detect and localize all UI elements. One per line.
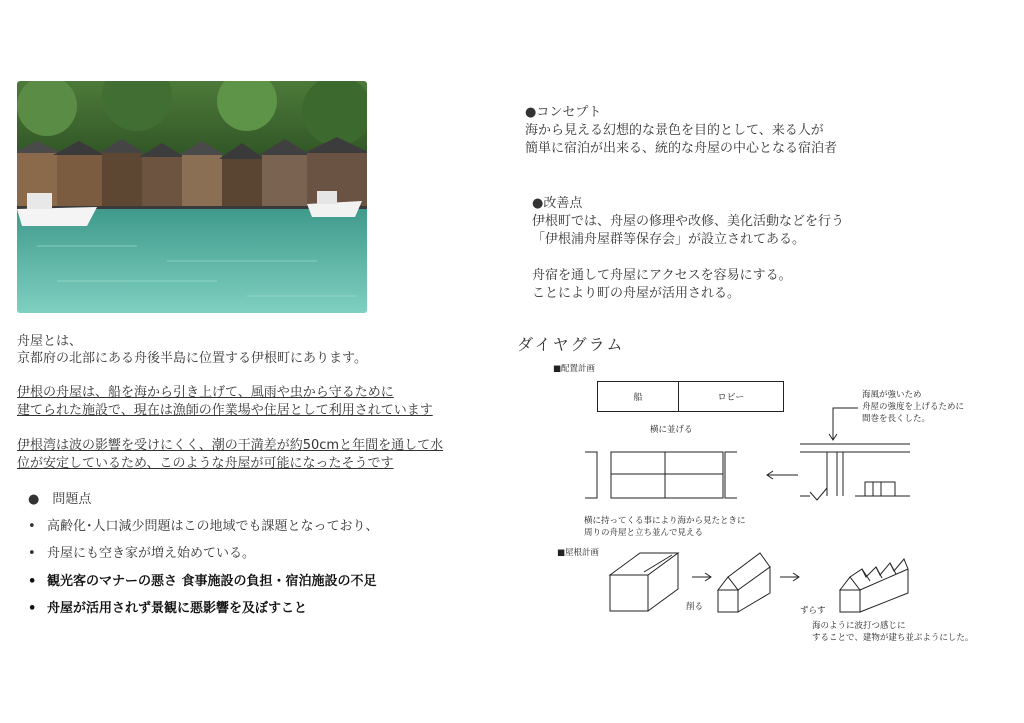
problem-item: 舟屋が活用されず景観に悪影響を及ぼすこと [47,601,308,616]
layout-note-1: 横に持ってくる事により海から見たときに [584,516,746,526]
lobby-box-label: ロビー [717,393,745,403]
layout-note-2: 周りの舟屋と立ち並んで見える [584,528,704,538]
bullet-dot: • [28,574,37,589]
layout-plan-heading: ■配置計画 [553,364,596,374]
improve-line-2: 「伊根浦舟屋群等保存会」が設立されてある。 [532,232,806,247]
para1-line-1: 伊根の舟屋は、船を海から引き上げて、風雨や虫から守るために [17,385,394,400]
roof-note-2: することで、建物が建ち並ぶようにした。 [812,633,974,643]
intro-line-2: 京都府の北部にある舟後半島に位置する伊根町にあります。 [17,351,367,366]
diagram-title: ダイヤグラム [517,335,625,354]
yoko-label: 横に並げる [650,425,693,435]
para2-line-2: 位が安定しているため、このような舟屋が可能になったそうです [17,456,394,471]
problem-item: 観光客のマナーの悪さ 食事施設の負担・宿泊施設の不足 [47,574,377,589]
concept-line-2: 簡単に宿泊が出来る、統的な舟屋の中心となる宿泊者 [525,141,838,156]
para2-line-1: 伊根湾は波の影響を受けにくく、潮の干満差が約50cmと年間を通して水 [17,438,444,453]
improve-line-4: 舟宿を通して舟屋にアクセスを容易にする。 [532,268,792,283]
improve-heading: ●改善点 [532,196,583,211]
intro-line-1: 舟屋とは、 [17,334,83,349]
wind-note-2: 舟屋の強度を上げるために [862,402,965,412]
roof-plan-heading: ■屋根計画 [557,548,600,558]
bullet-dot: • [28,519,36,534]
concept-line-1: 海から見える幻想的な景色を目的として、来る人が [525,123,824,138]
wind-note-3: 間巻を長くした。 [862,414,931,424]
kezuru-label: 削る [686,602,704,612]
zurasu-label: ずらす [800,606,826,616]
layout-sketch [575,400,920,510]
bullet-dot: • [28,546,36,561]
wind-note-1: 海風が強いため [862,390,922,400]
bullet-dot: • [28,601,37,616]
funaya-photo [17,81,367,313]
ship-box-label: 船 [633,393,643,403]
roof-note-1: 海のように波打つ感じに [812,621,906,631]
problem-heading: ● 問題点 [28,492,92,507]
improve-line-5: ことにより町の舟屋が活用される。 [532,286,741,301]
concept-heading: ●コンセプト [525,105,602,120]
problem-item: 舟屋にも空き家が増え始めている。 [47,546,256,561]
roof-sketch [600,545,920,620]
improve-line-1: 伊根町では、舟屋の修理や改修、美化活動などを行う [532,214,845,229]
problem-item: 高齢化･人口減少問題はこの地域でも課題となっており、 [47,519,379,534]
para1-line-2: 建てられた施設で、現在は漁師の作業場や住居として利用されています [17,403,433,418]
